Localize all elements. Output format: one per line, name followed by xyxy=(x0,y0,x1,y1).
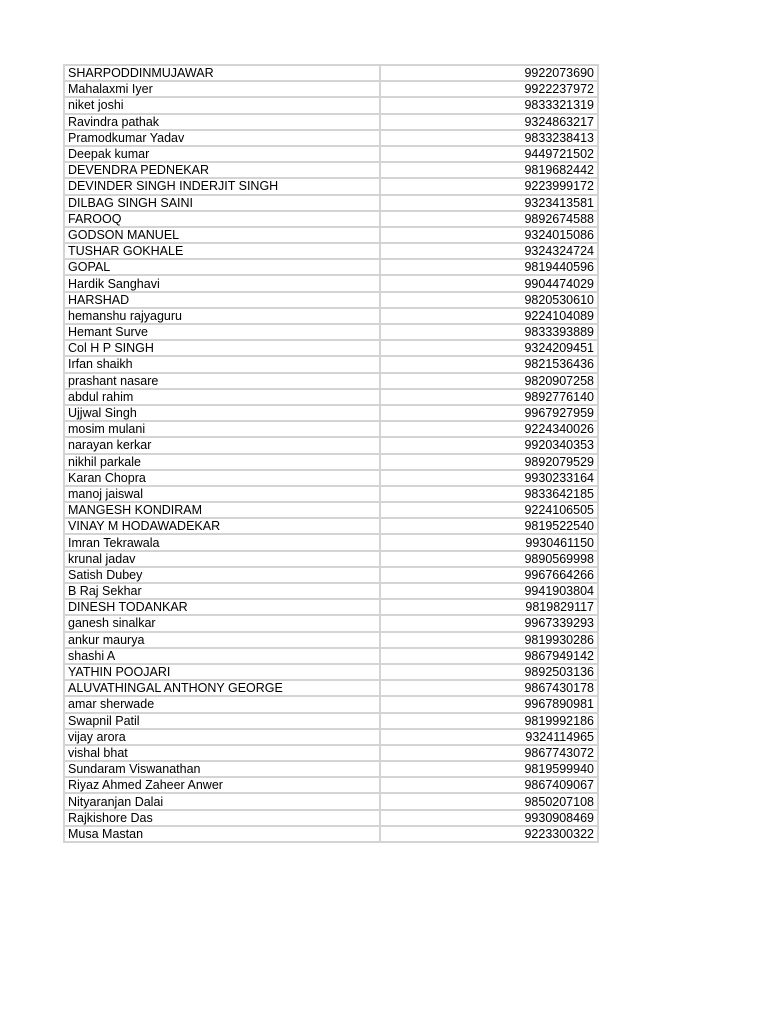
contact-phone-cell[interactable]: 9819440596 xyxy=(380,259,598,275)
contact-phone-cell[interactable]: 9819829117 xyxy=(380,599,598,615)
contact-name-cell[interactable]: ganesh sinalkar xyxy=(64,615,380,631)
contact-name-cell[interactable]: Riyaz Ahmed Zaheer Anwer xyxy=(64,777,380,793)
contact-phone-cell[interactable]: 9819682442 xyxy=(380,162,598,178)
table-row xyxy=(64,421,598,437)
table-row xyxy=(64,405,598,421)
contact-name-cell[interactable]: Hardik Sanghavi xyxy=(64,275,380,291)
contact-name-cell[interactable]: TUSHAR GOKHALE xyxy=(64,243,380,259)
contact-name-cell[interactable]: hemanshu rajyaguru xyxy=(64,308,380,324)
contact-phone-cell[interactable]: 9819992186 xyxy=(380,713,598,729)
contact-phone-cell[interactable]: 9819522540 xyxy=(380,518,598,534)
contact-table-body xyxy=(64,65,598,842)
contact-phone-cell[interactable]: 9922073690 xyxy=(380,65,598,81)
table-row xyxy=(64,534,598,550)
table-row xyxy=(64,211,598,227)
table-row xyxy=(64,664,598,680)
contact-table xyxy=(63,64,599,843)
contact-phone-cell[interactable]: 9867949142 xyxy=(380,648,598,664)
table-row xyxy=(64,470,598,486)
contact-phone-cell[interactable]: 9324015086 xyxy=(380,227,598,243)
contact-name-cell[interactable]: narayan kerkar xyxy=(64,437,380,453)
contact-name-cell[interactable]: manoj jaiswal xyxy=(64,486,380,502)
contact-name-cell[interactable]: GOPAL xyxy=(64,259,380,275)
contact-name-cell[interactable]: DILBAG SINGH SAINI xyxy=(64,195,380,211)
contact-phone-cell[interactable]: 9224106505 xyxy=(380,502,598,518)
table-row xyxy=(64,680,598,696)
table-row xyxy=(64,259,598,275)
table-row xyxy=(64,826,598,842)
table-row xyxy=(64,729,598,745)
contact-name-cell[interactable]: mosim mulani xyxy=(64,421,380,437)
contact-name-cell[interactable]: shashi A xyxy=(64,648,380,664)
table-row xyxy=(64,486,598,502)
contact-phone-cell[interactable]: 9967339293 xyxy=(380,615,598,631)
table-row xyxy=(64,437,598,453)
contact-phone-cell[interactable]: 9967927959 xyxy=(380,405,598,421)
contact-name-cell[interactable]: FAROOQ xyxy=(64,211,380,227)
contact-name-cell[interactable]: Irfan shaikh xyxy=(64,356,380,372)
table-row xyxy=(64,696,598,712)
contact-phone-cell[interactable]: 9224340026 xyxy=(380,421,598,437)
table-row xyxy=(64,810,598,826)
contact-name-cell[interactable]: Hemant Surve xyxy=(64,324,380,340)
contact-name-cell[interactable]: Mahalaxmi Iyer xyxy=(64,81,380,97)
table-row xyxy=(64,373,598,389)
contact-phone-cell[interactable]: 9967890981 xyxy=(380,696,598,712)
table-row xyxy=(64,243,598,259)
contact-phone-cell[interactable]: 9850207108 xyxy=(380,793,598,809)
contact-name-cell[interactable]: vijay arora xyxy=(64,729,380,745)
table-row xyxy=(64,227,598,243)
contact-name-cell[interactable]: DINESH TODANKAR xyxy=(64,599,380,615)
table-row xyxy=(64,793,598,809)
contact-name-cell[interactable]: MANGESH KONDIRAM xyxy=(64,502,380,518)
contact-phone-cell[interactable]: 9449721502 xyxy=(380,146,598,162)
contact-name-cell[interactable]: prashant nasare xyxy=(64,373,380,389)
table-row xyxy=(64,356,598,372)
contact-phone-cell[interactable]: 9833393889 xyxy=(380,324,598,340)
table-row xyxy=(64,324,598,340)
table-row xyxy=(64,195,598,211)
table-row xyxy=(64,178,598,194)
table-row xyxy=(64,745,598,761)
contact-phone-cell[interactable]: 9224104089 xyxy=(380,308,598,324)
contact-name-cell[interactable]: Imran Tekrawala xyxy=(64,534,380,550)
table-row xyxy=(64,81,598,97)
table-row xyxy=(64,777,598,793)
contact-phone-cell[interactable]: 9819599940 xyxy=(380,761,598,777)
contact-name-cell[interactable]: Musa Mastan xyxy=(64,826,380,842)
contact-name-cell[interactable]: nikhil parkale xyxy=(64,454,380,470)
contact-phone-cell[interactable]: 9323413581 xyxy=(380,195,598,211)
table-row xyxy=(64,308,598,324)
table-row xyxy=(64,502,598,518)
table-row xyxy=(64,632,598,648)
contact-name-cell[interactable]: YATHIN POOJARI xyxy=(64,664,380,680)
table-row xyxy=(64,97,598,113)
contact-phone-cell[interactable]: 9892503136 xyxy=(380,664,598,680)
contact-phone-cell[interactable]: 9967664266 xyxy=(380,567,598,583)
contact-name-cell[interactable]: abdul rahim xyxy=(64,389,380,405)
contact-name-cell[interactable]: Nityaranjan Dalai xyxy=(64,793,380,809)
contact-name-cell[interactable]: vishal bhat xyxy=(64,745,380,761)
contact-name-cell[interactable]: Satish Dubey xyxy=(64,567,380,583)
table-row xyxy=(64,292,598,308)
contact-name-cell[interactable]: Ravindra pathak xyxy=(64,114,380,130)
contact-phone-cell[interactable]: 9867430178 xyxy=(380,680,598,696)
contact-phone-cell[interactable]: 9324114965 xyxy=(380,729,598,745)
table-row xyxy=(64,567,598,583)
table-row xyxy=(64,162,598,178)
contact-phone-cell[interactable]: 9867743072 xyxy=(380,745,598,761)
contact-phone-cell[interactable]: 9819930286 xyxy=(380,632,598,648)
contact-name-cell[interactable]: HARSHAD xyxy=(64,292,380,308)
contact-name-cell[interactable]: Karan Chopra xyxy=(64,470,380,486)
contact-phone-cell[interactable]: 9324209451 xyxy=(380,340,598,356)
table-row xyxy=(64,648,598,664)
contact-name-cell[interactable]: Col H P SINGH xyxy=(64,340,380,356)
table-row xyxy=(64,551,598,567)
contact-phone-cell[interactable]: 9833642185 xyxy=(380,486,598,502)
contact-phone-cell[interactable]: 9324863217 xyxy=(380,114,598,130)
table-row xyxy=(64,615,598,631)
contact-phone-cell[interactable]: 9892674588 xyxy=(380,211,598,227)
table-row xyxy=(64,146,598,162)
contact-name-cell[interactable]: Deepak kumar xyxy=(64,146,380,162)
contact-name-cell[interactable]: Pramodkumar Yadav xyxy=(64,130,380,146)
table-row xyxy=(64,340,598,356)
contact-name-cell[interactable]: GODSON MANUEL xyxy=(64,227,380,243)
table-row xyxy=(64,761,598,777)
contact-phone-cell[interactable]: 9890569998 xyxy=(380,551,598,567)
contact-name-cell[interactable]: ALUVATHINGAL ANTHONY GEORGE xyxy=(64,680,380,696)
contact-phone-cell[interactable]: 9930908469 xyxy=(380,810,598,826)
contact-phone-cell[interactable]: 9223300322 xyxy=(380,826,598,842)
contact-name-cell[interactable]: amar sherwade xyxy=(64,696,380,712)
contact-phone-cell[interactable]: 9833321319 xyxy=(380,97,598,113)
contact-phone-cell[interactable]: 9867409067 xyxy=(380,777,598,793)
contact-phone-cell[interactable]: 9833238413 xyxy=(380,130,598,146)
contact-phone-cell[interactable]: 9930461150 xyxy=(380,534,598,550)
table-row xyxy=(64,130,598,146)
table-row xyxy=(64,275,598,291)
contact-phone-cell[interactable]: 9930233164 xyxy=(380,470,598,486)
contact-name-cell[interactable]: Swapnil Patil xyxy=(64,713,380,729)
table-row xyxy=(64,518,598,534)
table-row xyxy=(64,713,598,729)
contact-phone-cell[interactable]: 9920340353 xyxy=(380,437,598,453)
contact-name-cell[interactable]: krunal jadav xyxy=(64,551,380,567)
table-row xyxy=(64,389,598,405)
table-row xyxy=(64,599,598,615)
contact-name-cell[interactable]: DEVENDRA PEDNEKAR xyxy=(64,162,380,178)
contact-name-cell[interactable]: Sundaram Viswanathan xyxy=(64,761,380,777)
contact-phone-cell[interactable]: 9892079529 xyxy=(380,454,598,470)
contact-name-cell[interactable]: DEVINDER SINGH INDERJIT SINGH xyxy=(64,178,380,194)
contact-name-cell[interactable]: ankur maurya xyxy=(64,632,380,648)
contact-phone-cell[interactable]: 9821536436 xyxy=(380,356,598,372)
contact-phone-cell[interactable]: 9941903804 xyxy=(380,583,598,599)
contact-phone-cell[interactable]: 9820907258 xyxy=(380,373,598,389)
contact-phone-cell[interactable]: 9223999172 xyxy=(380,178,598,194)
contact-phone-cell[interactable]: 9324324724 xyxy=(380,243,598,259)
contact-phone-cell[interactable]: 9820530610 xyxy=(380,292,598,308)
contact-phone-cell[interactable]: 9904474029 xyxy=(380,275,598,291)
table-row xyxy=(64,583,598,599)
contact-name-cell[interactable]: SHARPODDINMUJAWAR xyxy=(64,65,380,81)
table-row xyxy=(64,114,598,130)
contact-name-cell[interactable]: niket joshi xyxy=(64,97,380,113)
table-row xyxy=(64,454,598,470)
contact-name-cell[interactable]: Rajkishore Das xyxy=(64,810,380,826)
contact-name-cell[interactable]: Ujjwal Singh xyxy=(64,405,380,421)
contact-phone-cell[interactable]: 9922237972 xyxy=(380,81,598,97)
table-row xyxy=(64,65,598,81)
contact-phone-cell[interactable]: 9892776140 xyxy=(380,389,598,405)
contact-name-cell[interactable]: B Raj Sekhar xyxy=(64,583,380,599)
contact-name-cell[interactable]: VINAY M HODAWADEKAR xyxy=(64,518,380,534)
